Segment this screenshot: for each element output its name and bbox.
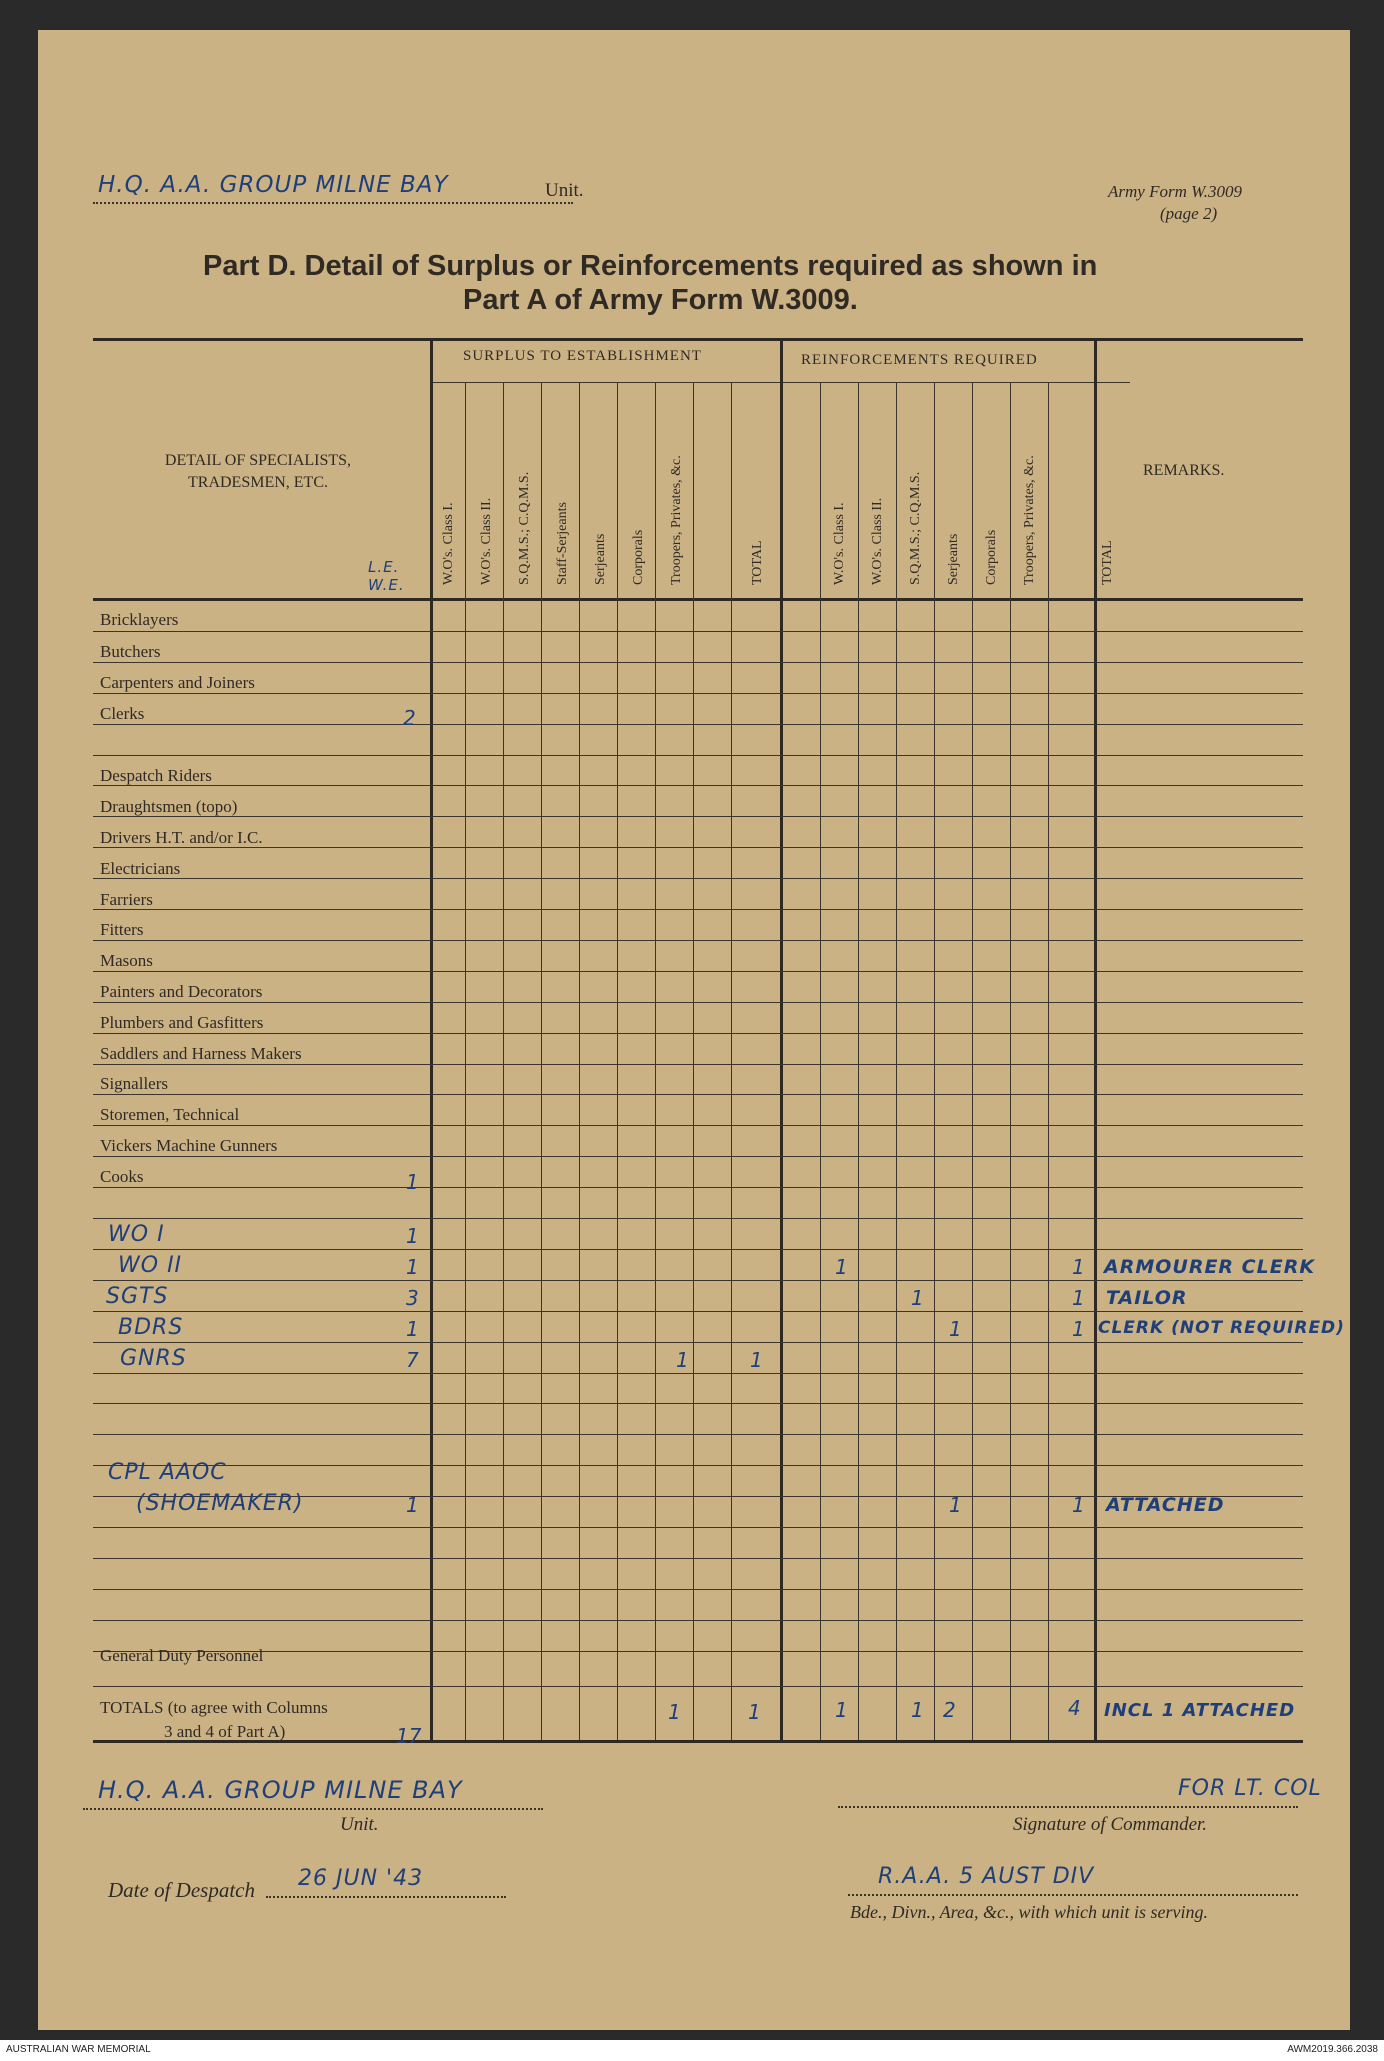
surplus-troopers-mark: 1: [676, 1348, 689, 1372]
row-label-clerks: Clerks: [100, 704, 145, 723]
row-separator: [93, 724, 1303, 725]
signature-unit-line: [83, 1808, 543, 1810]
reinf-corporals-mark: 1: [949, 1317, 962, 1341]
row-label-cooks: Cooks: [100, 1167, 144, 1186]
row-separator: [93, 847, 1303, 848]
row-separator: [93, 1373, 1303, 1374]
reinf-total-bdrs: 1: [1072, 1317, 1085, 1341]
row-label-fitters: Fitters: [100, 920, 144, 939]
totals-le: 17: [396, 1724, 422, 1748]
row-label-electricians: Electricians: [100, 859, 181, 878]
row-separator: [93, 1558, 1303, 1559]
grid-v: [465, 382, 466, 1740]
reinf-total-shoemaker: 1: [1072, 1493, 1085, 1517]
remark-tailor: TAILOR: [1106, 1287, 1188, 1309]
row-separator: [93, 1434, 1303, 1435]
le-shoemaker: 1: [406, 1493, 419, 1517]
grid-v: [1048, 382, 1049, 1740]
commander-handwritten: FOR LT. COL: [1178, 1776, 1322, 1801]
le-bdrs: 1: [406, 1317, 419, 1341]
row-separator: [93, 693, 1303, 694]
hand-row-bdrs: BDRS: [118, 1315, 184, 1340]
row-label-despatch-riders: Despatch Riders: [100, 766, 212, 785]
surplus-reinf-divider: [780, 338, 783, 1740]
totals-reinf-corporals: 2: [943, 1698, 956, 1722]
form-title-line-2: Part A of Army Form W.3009.: [463, 284, 858, 316]
col-reinf-total: TOTAL: [1100, 540, 1115, 585]
row-label-bricklayers: Bricklayers: [100, 610, 179, 629]
grid-v: [896, 382, 897, 1740]
commander-line: [838, 1806, 1298, 1808]
remark-armourer-clerk: ARMOURER CLERK: [1104, 1256, 1316, 1278]
grid-v: [972, 382, 973, 1740]
col-reinf-sqms: S.Q.M.S.; C.Q.M.S.: [908, 471, 923, 585]
row-separator: [93, 971, 1303, 972]
detail-header: DETAIL OF SPECIALISTS, TRADESMEN, ETC.: [164, 452, 352, 491]
row-separator: [93, 940, 1303, 941]
date-line: [266, 1896, 506, 1898]
row-separator: [93, 1620, 1303, 1621]
row-separator: [93, 1218, 1303, 1219]
le-wo1: 1: [406, 1224, 419, 1248]
row-separator: [93, 878, 1303, 879]
row-separator: [93, 631, 1303, 632]
row-label-carpenters: Carpenters and Joiners: [100, 673, 255, 692]
row-label-plumbers: Plumbers and Gasfitters: [100, 1013, 264, 1032]
grid-v: [1010, 382, 1011, 1740]
row-label-saddlers: Saddlers and Harness Makers: [100, 1044, 302, 1063]
reinf-wo2-mark: 1: [835, 1255, 848, 1279]
grid-v: [541, 382, 542, 1740]
commander-label: Signature of Commander.: [1013, 1814, 1208, 1835]
row-separator: [93, 1033, 1303, 1034]
unit-dotted-line: [93, 202, 573, 204]
row-separator: [93, 1094, 1303, 1095]
le-cooks: 1: [406, 1170, 419, 1194]
hand-row-cpl-aaoc: CPL AAOC: [108, 1460, 227, 1485]
formation-handwritten: R.A.A. 5 AUST DIV: [878, 1864, 1095, 1889]
row-separator: [93, 1187, 1303, 1188]
page-reference: (page 2): [1160, 204, 1218, 223]
footer-right: AWM2019.366.2038: [1287, 2044, 1378, 2055]
row-label-signallers: Signallers: [100, 1074, 168, 1093]
col-surplus-sqms: S.Q.M.S.; C.Q.M.S.: [517, 471, 532, 585]
form-reference: Army Form W.3009: [1108, 182, 1242, 201]
totals-surplus-troopers: 1: [668, 1700, 681, 1724]
row-label-farriers: Farriers: [100, 890, 153, 909]
col-reinf-troopers: Troopers, Privates, &c.: [1022, 455, 1037, 585]
detail-column-divider: [430, 338, 433, 1740]
col-surplus-wo2: W.O's. Class II.: [479, 497, 494, 585]
col-surplus-wo1: W.O's. Class I.: [441, 502, 456, 585]
row-separator: [93, 1342, 1303, 1343]
reinf-total-sgts: 1: [1072, 1286, 1085, 1310]
reinf-total-wo2: 1: [1072, 1255, 1085, 1279]
row-separator: [93, 1651, 1303, 1652]
row-label-drivers: Drivers H.T. and/or I.C.: [100, 828, 263, 847]
grid-v: [731, 382, 732, 1740]
row-label-masons: Masons: [100, 951, 153, 970]
col-surplus-serjeants: Serjeants: [593, 533, 608, 585]
row-separator: [93, 1125, 1303, 1126]
footer-left: AUSTRALIAN WAR MEMORIAL: [6, 2044, 151, 2055]
totals-label-line-1: TOTALS (to agree with Columns: [100, 1698, 328, 1717]
le-clerks: 2: [403, 706, 416, 730]
grid-v: [655, 382, 656, 1740]
row-separator: [93, 1527, 1303, 1528]
row-label-butchers: Butchers: [100, 642, 161, 661]
surplus-total-gnrs: 1: [750, 1348, 763, 1372]
totals-separator: [93, 1686, 1303, 1687]
row-label-draughtsmen: Draughtsmen (topo): [100, 797, 238, 816]
row-separator: [93, 1280, 1303, 1281]
totals-reinf-total: 4: [1068, 1696, 1081, 1720]
army-form-page: [38, 30, 1350, 2030]
header-bottom-border: [93, 598, 1303, 601]
form-title-line-1: Part D. Detail of Surplus or Reinforcements required as shown in: [203, 250, 1098, 282]
grid-v: [503, 382, 504, 1740]
reinf-serjeants-mark: 1: [911, 1286, 924, 1310]
row-separator: [93, 1249, 1303, 1250]
remarks-header: REMARKS.: [1143, 462, 1225, 479]
unit-handwritten: H.Q. A.A. GROUP MILNE BAY: [98, 172, 449, 198]
totals-surplus-total: 1: [748, 1700, 761, 1724]
grid-v: [693, 382, 694, 1740]
hand-row-shoemaker: (SHOEMAKER): [136, 1491, 304, 1516]
grid-v: [820, 382, 821, 1740]
col-surplus-staff-serjeants: Staff-Serjeants: [555, 502, 570, 585]
reinforcements-header: REINFORCEMENTS REQUIRED: [801, 352, 1038, 368]
totals-remark: INCL 1 ATTACHED: [1104, 1700, 1296, 1721]
totals-label-line-2: 3 and 4 of Part A): [164, 1722, 286, 1741]
row-separator: [93, 1465, 1303, 1466]
row-separator: [93, 1064, 1303, 1065]
row-label-storemen: Storemen, Technical: [100, 1105, 240, 1124]
remarks-column-divider: [1094, 338, 1097, 1740]
formation-label: Bde., Divn., Area, &c., with which unit is serving.: [850, 1902, 1208, 1922]
row-label-general-duty: General Duty Personnel: [100, 1646, 264, 1665]
col-surplus-troopers: Troopers, Privates, &c.: [669, 455, 684, 585]
table-top-border: [93, 338, 1303, 341]
grid-v: [617, 382, 618, 1740]
row-separator: [93, 1002, 1303, 1003]
row-separator: [93, 785, 1303, 786]
le-wo2: 1: [406, 1255, 419, 1279]
date-label: Date of Despatch: [108, 1878, 255, 1902]
archive-footer: [0, 2040, 1384, 2061]
signature-unit-label: Unit.: [340, 1814, 379, 1835]
unit-label: Unit.: [545, 180, 584, 201]
detail-le-we-note: L.E. W.E.: [368, 558, 405, 594]
date-handwritten: 26 JUN '43: [298, 1866, 424, 1891]
totals-reinf-wo2: 1: [835, 1698, 848, 1722]
hand-row-sgts: SGTS: [106, 1284, 169, 1309]
row-separator: [93, 1156, 1303, 1157]
row-separator: [93, 662, 1303, 663]
reinf-corporals-shoemaker: 1: [949, 1493, 962, 1517]
row-separator: [93, 816, 1303, 817]
col-surplus-corporals: Corporals: [631, 529, 646, 585]
remark-clerk-not-required: CLERK (NOT REQUIRED): [1098, 1318, 1345, 1338]
le-gnrs: 7: [406, 1348, 419, 1372]
totals-reinf-serjeants: 1: [911, 1698, 924, 1722]
hand-row-gnrs: GNRS: [120, 1346, 187, 1371]
col-reinf-serjeants: Serjeants: [946, 533, 961, 585]
le-sgts: 3: [406, 1286, 419, 1310]
col-reinf-wo2: W.O's. Class II.: [870, 497, 885, 585]
grid-v: [858, 382, 859, 1740]
formation-line: [848, 1894, 1298, 1896]
surplus-header: SURPLUS TO ESTABLISHMENT: [463, 348, 702, 364]
row-label-vickers: Vickers Machine Gunners: [100, 1136, 278, 1155]
row-separator: [93, 1589, 1303, 1590]
signature-unit-handwritten: H.Q. A.A. GROUP MILNE BAY: [98, 1776, 463, 1804]
grid-v: [579, 382, 580, 1740]
row-separator: [93, 755, 1303, 756]
hand-row-wo1: WO I: [108, 1222, 165, 1247]
row-separator: [93, 1403, 1303, 1404]
col-reinf-corporals: Corporals: [984, 529, 999, 585]
grid-v: [934, 382, 935, 1740]
col-reinf-wo1: W.O's. Class I.: [832, 502, 847, 585]
col-surplus-total: TOTAL: [750, 540, 765, 585]
row-separator: [93, 1311, 1303, 1312]
row-separator: [93, 909, 1303, 910]
hand-row-wo2: WO II: [118, 1253, 183, 1278]
row-label-painters: Painters and Decorators: [100, 982, 263, 1001]
remark-attached: ATTACHED: [1106, 1494, 1225, 1516]
